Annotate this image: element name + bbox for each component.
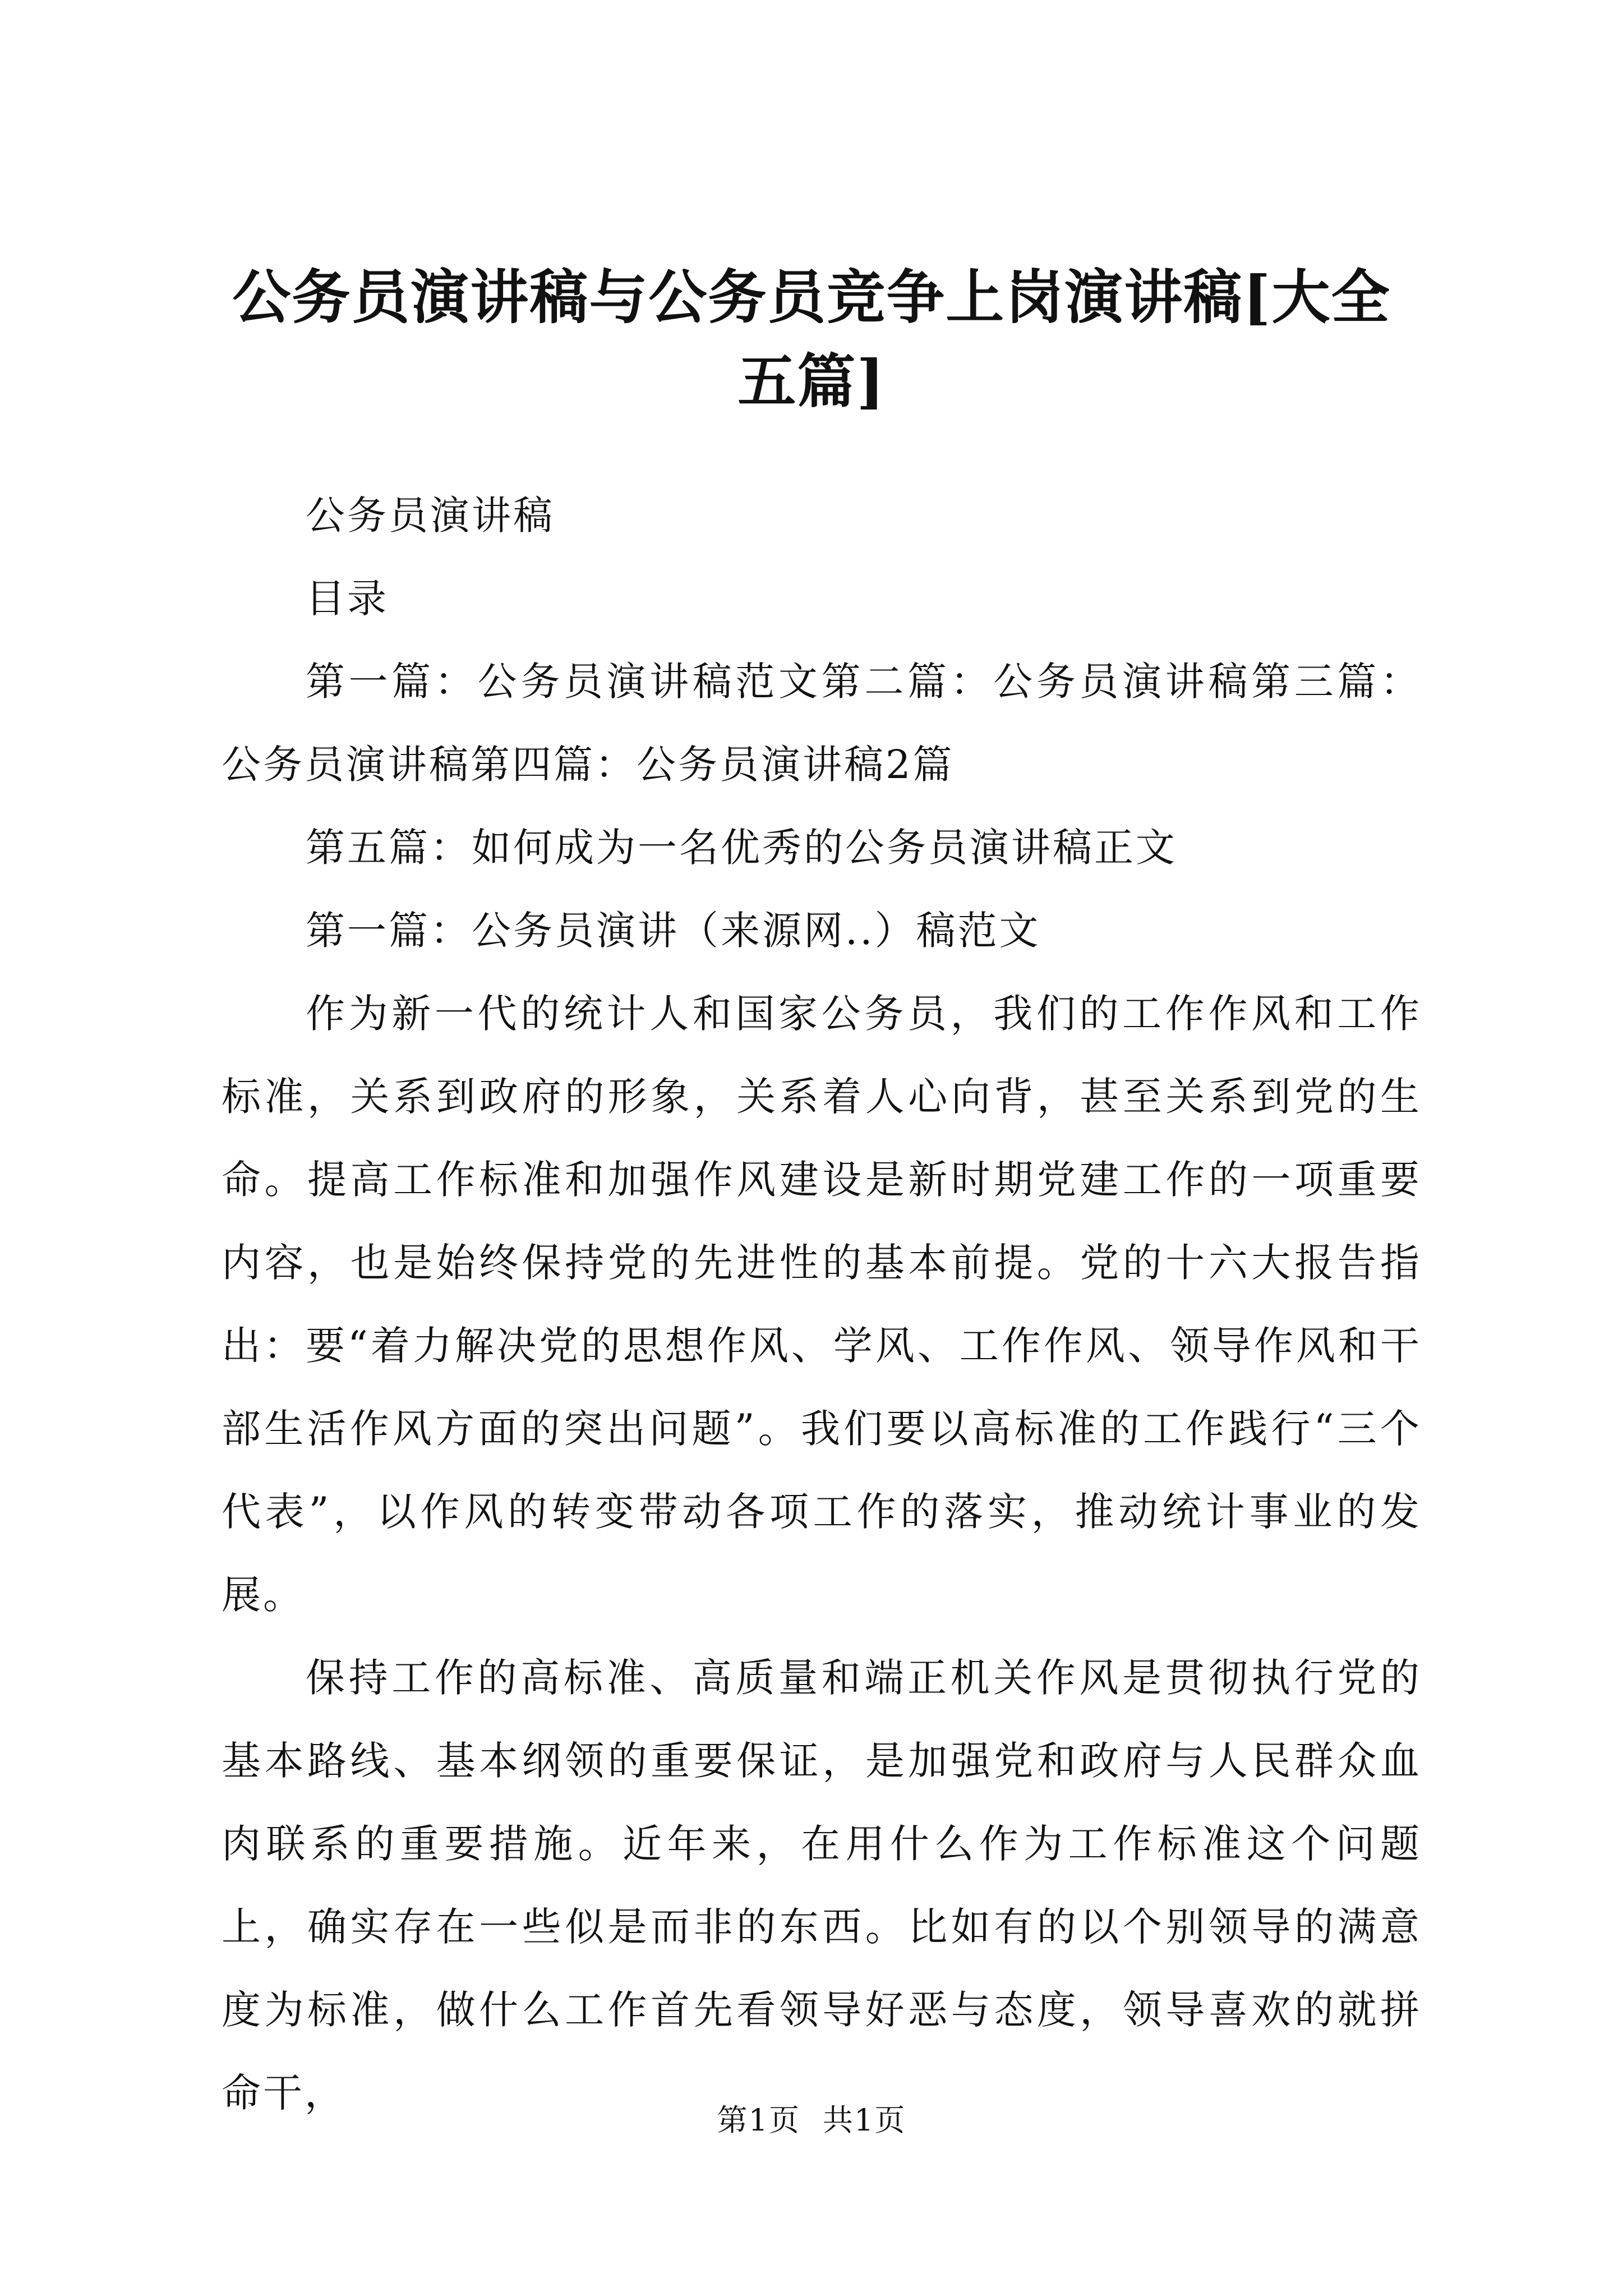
- page-footer: [0, 2101, 1623, 2140]
- document-title: 公务员演讲稿与公务员竞争上岗演讲稿[大全五篇]: [232, 263, 1391, 416]
- paragraph-toc-entries: 第一篇：公务员演讲稿范文第二篇：公务员演讲稿第三篇：公务员演讲稿第四篇：公务员演讲稿2篇: [222, 659, 1422, 788]
- paragraph-body-1: 作为新一代的统计人和国家公务员，我们的工作作风和工作标准，关系到政府的形象，关系着人心向背，甚至关系到党的生命。提高工作标准和加强作风建设是新时期党建工作的一项重要内容，也是始终保持党的先进性的基本前提。党的十六大报告指出：要“着力解决党的思想作风、学风、工作作风、领导作风和干部生活作风方面的突出问题”。我们要以高标准的工作践行“三个代表”，以作风的转变带动各项工作的落实，推动统计事业的发展。: [222, 991, 1422, 1618]
- page-number: 第1页: [717, 2102, 800, 2138]
- paragraph-heading: 公务员演讲稿: [306, 493, 555, 539]
- page-total: 共1页: [823, 2102, 906, 2138]
- document-body: [222, 474, 1422, 2134]
- paragraph-body-2: 保持工作的高标准、高质量和端正机关作风是贯彻执行党的基本路线、基本纲领的重要保证，是加强党和政府与人民群众血肉联系的重要措施。近年来，在用什么作为工作标准这个问题上，确实存在一些似是而非的东西。比如有的以个别领导的满意度为标准，做什么工作首先看领导好恶与态度，领导喜欢的就拼命干，: [222, 1655, 1422, 2116]
- paragraph-section-heading: 第一篇：公务员演讲（来源网..）稿范文: [306, 908, 1041, 954]
- paragraph-toc-entry-5: 第五篇：如何成为一名优秀的公务员演讲稿正文: [306, 825, 1177, 871]
- paragraph-toc-heading: 目录: [306, 576, 389, 622]
